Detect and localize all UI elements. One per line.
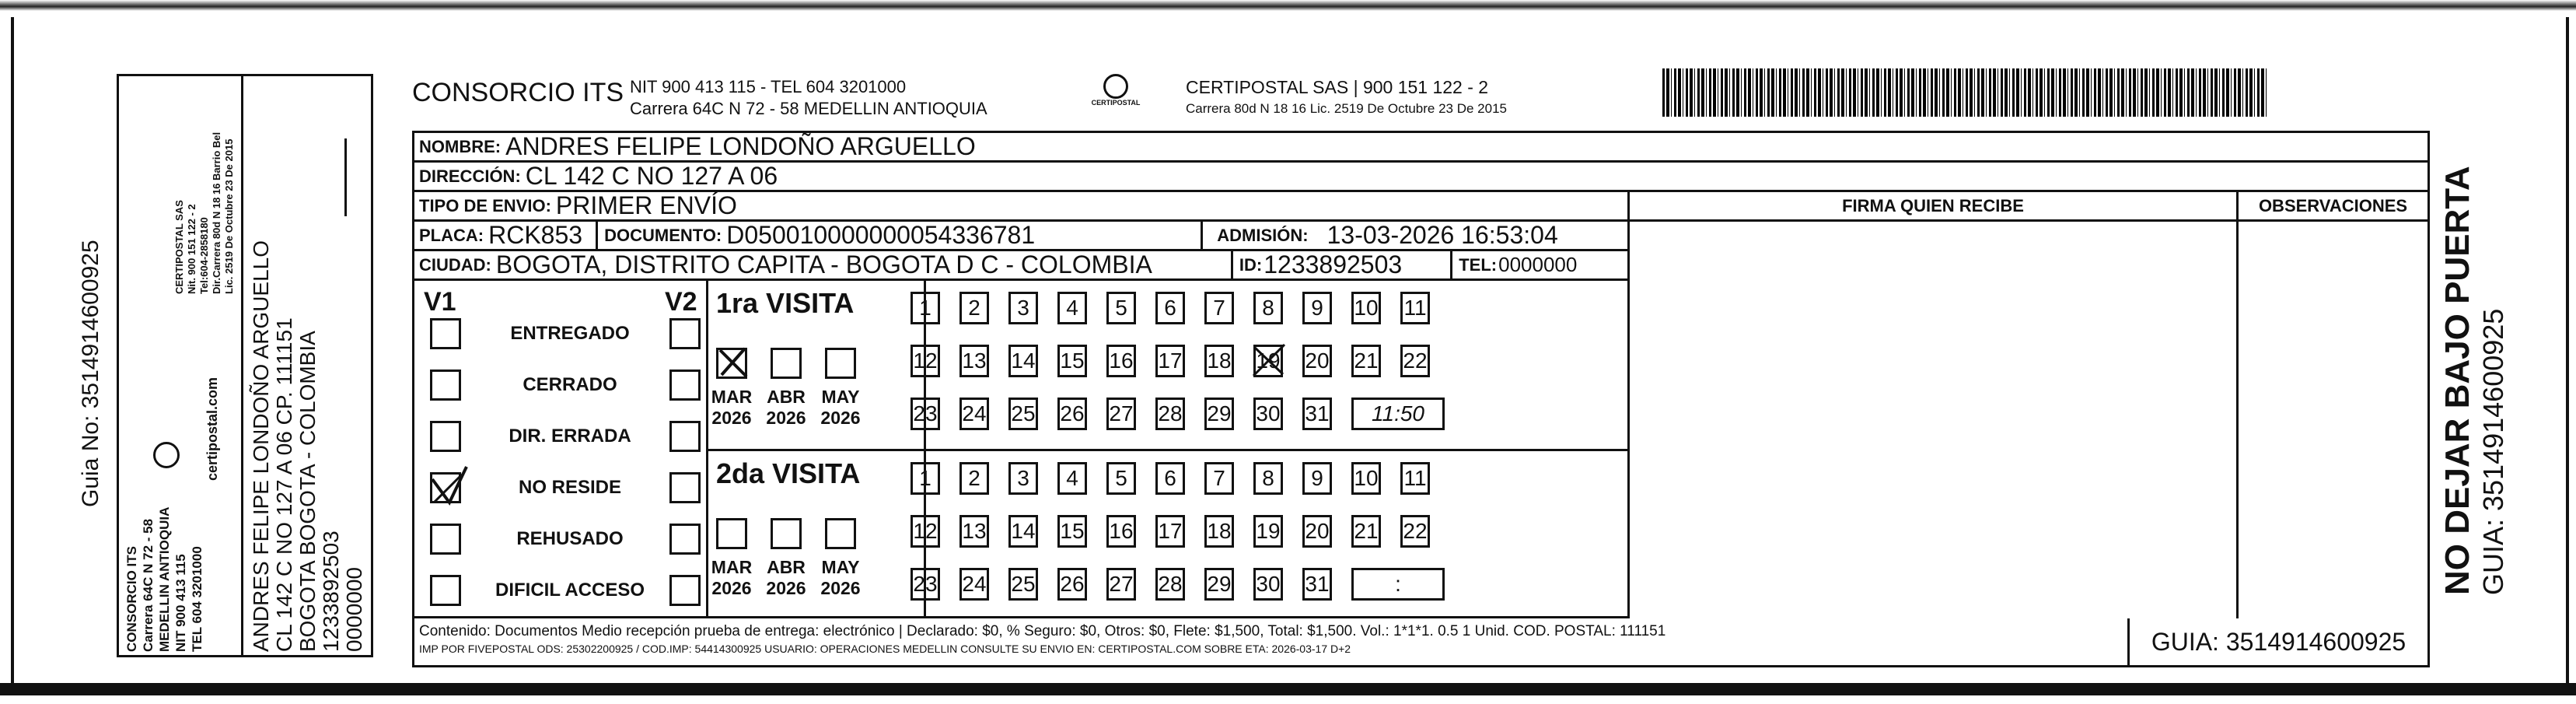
month-checkbox[interactable] bbox=[716, 348, 747, 379]
v1-checkbox[interactable] bbox=[430, 472, 461, 503]
status-section bbox=[414, 281, 1627, 618]
month-checkbox[interactable] bbox=[825, 518, 856, 549]
day-box[interactable]: 12 bbox=[911, 515, 940, 548]
day-box[interactable]: 1 bbox=[911, 292, 940, 324]
row-direccion bbox=[414, 163, 2427, 192]
day-box[interactable]: 11 bbox=[1400, 292, 1430, 324]
stub-courier-line: Lic. 2519 De Octubre 23 De 2015 bbox=[223, 138, 235, 294]
month-year: 2026 bbox=[766, 578, 806, 598]
v2-checkbox[interactable] bbox=[669, 421, 701, 452]
day-box[interactable]: 23 bbox=[911, 398, 940, 430]
day-box[interactable]: 23 bbox=[911, 568, 940, 601]
label-id: ID: bbox=[1239, 254, 1263, 275]
status-option-label: DIR. ERRADA bbox=[509, 426, 631, 447]
month-year: 2026 bbox=[820, 578, 861, 598]
courier-details bbox=[1186, 76, 1507, 120]
day-box[interactable]: 1 bbox=[911, 462, 940, 495]
main-form bbox=[412, 131, 2430, 667]
day-box[interactable]: 29 bbox=[1204, 568, 1234, 601]
stub-sender-line: TEL 604 3201000 bbox=[190, 546, 204, 652]
day-box[interactable]: 22 bbox=[1400, 345, 1430, 377]
day-box[interactable]: 25 bbox=[1008, 568, 1038, 601]
stub-website: certipostal.com bbox=[204, 377, 220, 481]
day-box[interactable]: 18 bbox=[1204, 345, 1234, 377]
day-box[interactable]: 26 bbox=[1057, 398, 1087, 430]
month-name: ABR bbox=[767, 387, 806, 407]
day-box[interactable]: 10 bbox=[1351, 462, 1381, 495]
stub-sender-line: Carrera 64C N 72 - 58 bbox=[141, 518, 156, 652]
v1-checkbox[interactable] bbox=[430, 318, 461, 349]
label-documento: DOCUMENTO: bbox=[604, 225, 722, 245]
label-nombre: NOMBRE: bbox=[419, 136, 502, 156]
day-box[interactable]: 27 bbox=[1106, 398, 1136, 430]
day-box[interactable]: 20 bbox=[1302, 515, 1332, 548]
divider bbox=[1231, 250, 1233, 280]
day-box[interactable]: 8 bbox=[1253, 292, 1283, 324]
courier-name-nit: CERTIPOSTAL SAS | 900 151 122 - 2 bbox=[1186, 77, 1489, 97]
stub-courier-line: Tel:604-2858180 bbox=[198, 217, 210, 294]
day-box[interactable]: 10 bbox=[1351, 292, 1381, 324]
observaciones-area[interactable] bbox=[2239, 222, 2427, 618]
barcode bbox=[1662, 68, 2269, 117]
v1-checkbox[interactable] bbox=[430, 524, 461, 555]
month-name: MAY bbox=[821, 387, 860, 407]
day-box[interactable]: 14 bbox=[1008, 515, 1038, 548]
day-box[interactable]: 29 bbox=[1204, 398, 1234, 430]
status-option-label: ENTREGADO bbox=[510, 323, 630, 344]
day-box[interactable]: 30 bbox=[1253, 398, 1283, 430]
month-checkbox[interactable] bbox=[716, 518, 747, 549]
day-box[interactable]: 13 bbox=[959, 345, 989, 377]
stub-courier-lines bbox=[173, 92, 236, 294]
x-mark-icon bbox=[715, 345, 753, 380]
row-placa bbox=[414, 222, 1627, 251]
month-year: 2026 bbox=[820, 408, 861, 428]
label-placa: PLACA: bbox=[419, 225, 484, 245]
label-direccion: DIRECCIÓN: bbox=[419, 166, 521, 186]
stub-sender-box bbox=[117, 74, 243, 657]
stub-recipient-line: 0000000 bbox=[342, 566, 366, 652]
status-option-label: CERRADO bbox=[523, 374, 617, 395]
v2-checkbox[interactable] bbox=[669, 472, 701, 503]
month-year: 2026 bbox=[766, 408, 806, 428]
field-id: 1233892503 bbox=[1264, 250, 1403, 278]
stub-recipient-line: BOGOTA BOGOTA - COLOMBIA bbox=[295, 331, 320, 652]
scan-edge-top bbox=[0, 0, 2576, 11]
sender-nit-tel: NIT 900 413 115 - TEL 604 3201000 bbox=[630, 77, 907, 96]
day-box[interactable]: 21 bbox=[1351, 345, 1381, 377]
day-box[interactable]: 8 bbox=[1253, 462, 1283, 495]
day-box[interactable]: 7 bbox=[1204, 462, 1234, 495]
day-box[interactable]: 31 bbox=[1302, 568, 1332, 601]
side-notice bbox=[2440, 159, 2530, 595]
scan-edge-bottom bbox=[0, 683, 2576, 695]
v1-checkbox[interactable] bbox=[430, 575, 461, 606]
month-name: MAR bbox=[711, 557, 753, 577]
day-box[interactable]: 22 bbox=[1400, 515, 1430, 548]
day-box[interactable]: 6 bbox=[1155, 292, 1185, 324]
month-label bbox=[817, 387, 864, 429]
field-documento: D050010000000054336781 bbox=[726, 221, 1036, 249]
courier-address: Carrera 80d N 18 16 Lic. 2519 De Octubre 23 De 2015 bbox=[1186, 101, 1507, 116]
day-box[interactable]: 12 bbox=[911, 345, 940, 377]
status-option-label: REHUSADO bbox=[516, 528, 624, 549]
header-firma: FIRMA QUIEN RECIBE bbox=[1630, 192, 2236, 222]
sender-details bbox=[630, 76, 987, 120]
day-box[interactable]: 17 bbox=[1155, 515, 1185, 548]
sender-address: Carrera 64C N 72 - 58 MEDELLIN ANTIOQUIA bbox=[630, 99, 987, 118]
stub-recipient-box bbox=[241, 74, 373, 657]
signature-area[interactable] bbox=[1630, 222, 2236, 618]
month-year: 2026 bbox=[711, 578, 752, 598]
header-observaciones: OBSERVACIONES bbox=[2239, 192, 2427, 222]
field-tel: 0000000 bbox=[1498, 253, 1578, 276]
day-box[interactable]: 31 bbox=[1302, 398, 1332, 430]
v2-checkbox[interactable] bbox=[669, 575, 701, 606]
day-box[interactable]: 25 bbox=[1008, 398, 1038, 430]
v1-checkbox[interactable] bbox=[430, 421, 461, 452]
day-box[interactable]: 4 bbox=[1057, 292, 1087, 324]
day-box[interactable]: 5 bbox=[1106, 292, 1136, 324]
stub-sender-line: CONSORCIO ITS bbox=[124, 545, 139, 652]
v2-checkbox[interactable] bbox=[669, 370, 701, 401]
visit-1 bbox=[708, 281, 1627, 449]
day-box[interactable]: 4 bbox=[1057, 462, 1087, 495]
visit-2 bbox=[708, 451, 1627, 618]
courier-logo bbox=[1089, 74, 1143, 119]
field-ciudad: BOGOTA, DISTRITO CAPITA - BOGOTA D C - COLOMBIA bbox=[495, 250, 1152, 278]
stub-recipient-line: CL 142 C NO 127 A 06 CP. 111151 bbox=[272, 317, 296, 652]
courier-logo-text: CERTIPOSTAL bbox=[1091, 99, 1141, 107]
row-nombre bbox=[414, 133, 2427, 163]
day-box[interactable]: 24 bbox=[959, 568, 989, 601]
v2-checkbox[interactable] bbox=[669, 318, 701, 349]
day-box[interactable]: 21 bbox=[1351, 515, 1381, 548]
divider bbox=[1201, 221, 1203, 250]
time-box[interactable]: : bbox=[1351, 568, 1445, 601]
day-box[interactable]: 5 bbox=[1106, 462, 1136, 495]
day-box[interactable]: 18 bbox=[1204, 515, 1234, 548]
day-box[interactable]: 19 bbox=[1253, 345, 1283, 377]
stub-recipient-line: 1233892503 bbox=[319, 531, 343, 652]
month-checkbox[interactable] bbox=[825, 348, 856, 379]
label-tipo-envio: TIPO DE ENVIO: bbox=[419, 195, 551, 215]
stub-recipient-lines bbox=[250, 232, 366, 652]
divider bbox=[1450, 250, 1452, 280]
footer-contenido: Contenido: Documentos Medio recepción prueba de entrega: electrónico | Declarado: $0, % Seguro: $0, Otros: $0, Flete: $1,500, Total: $1,500. Vol.: 1*1*1. 0.5 1 Unid. COD. POSTAL: 111151 bbox=[419, 623, 1666, 639]
day-box[interactable]: 15 bbox=[1057, 345, 1087, 377]
day-box[interactable]: 27 bbox=[1106, 568, 1136, 601]
day-box[interactable]: 3 bbox=[1008, 462, 1038, 495]
day-box[interactable]: 6 bbox=[1155, 462, 1185, 495]
day-box[interactable]: 20 bbox=[1302, 345, 1332, 377]
day-box[interactable]: 2 bbox=[959, 462, 989, 495]
day-box[interactable]: 28 bbox=[1155, 398, 1185, 430]
v1-checkbox[interactable] bbox=[430, 370, 461, 401]
month-label bbox=[763, 387, 809, 429]
status-option-label: NO RESIDE bbox=[518, 477, 622, 498]
stub-divider-mark bbox=[344, 138, 347, 216]
day-box[interactable]: 28 bbox=[1155, 568, 1185, 601]
month-checkbox[interactable] bbox=[771, 348, 802, 379]
v2-header: V2 bbox=[665, 287, 697, 317]
stub-sender-line: NIT 900 413 115 bbox=[173, 554, 188, 652]
day-box[interactable]: 16 bbox=[1106, 515, 1136, 548]
footer-imp: IMP POR FIVEPOSTAL ODS: 25302200925 / COD.IMP: 54414300925 USUARIO: OPERACIONES MEDELLIN CONSULTE SU ENVIO EN: CERTIPOSTAL.COM SOBRE ETA: 2026-03-17 D+2 bbox=[419, 643, 1351, 655]
day-box[interactable]: 7 bbox=[1204, 292, 1234, 324]
month-name: MAY bbox=[821, 557, 860, 577]
stub-sender-lines bbox=[124, 356, 205, 652]
visit-2-title: 2da VISITA bbox=[716, 457, 861, 489]
stub-recipient-line: ANDRES FELIPE LONDOÑO ARGUELLO bbox=[249, 240, 273, 652]
row-tipo-envio bbox=[414, 192, 1627, 222]
day-box[interactable]: 3 bbox=[1008, 292, 1038, 324]
footer-guia: GUIA: 3514914600925 bbox=[2151, 627, 2406, 656]
stub-courier-line: Dir.Carrera 80d N 18 16 Barrio Bel bbox=[211, 131, 222, 294]
day-box[interactable]: 9 bbox=[1302, 292, 1332, 324]
month-name: ABR bbox=[767, 557, 806, 577]
x-mark-icon bbox=[1249, 340, 1289, 384]
stub-courier-line: CERTIPOSTAL SAS bbox=[173, 200, 185, 294]
divider bbox=[596, 221, 598, 250]
month-label bbox=[708, 557, 755, 599]
stub-sender-line: MEDELLIN ANTIOQUIA bbox=[157, 506, 172, 652]
day-box[interactable]: 2 bbox=[959, 292, 989, 324]
certipostal-logo-icon bbox=[1103, 74, 1128, 99]
check-mark-icon bbox=[426, 464, 473, 510]
day-box[interactable]: 17 bbox=[1155, 345, 1185, 377]
day-box[interactable]: 24 bbox=[959, 398, 989, 430]
day-box[interactable]: 26 bbox=[1057, 568, 1087, 601]
side-notice-line1: NO DEJAR BAJO PUERTA bbox=[2438, 166, 2476, 595]
stub-courier-line: Nit. 900 151 122 - 2 bbox=[186, 204, 197, 294]
time-box[interactable]: 11:50 bbox=[1351, 398, 1445, 430]
v1-header: V1 bbox=[424, 287, 456, 317]
day-box[interactable]: 14 bbox=[1008, 345, 1038, 377]
footer-info bbox=[414, 618, 2125, 665]
month-label bbox=[708, 387, 755, 429]
field-nombre: ANDRES FELIPE LONDOÑO ARGUELLO bbox=[505, 132, 976, 160]
day-box[interactable]: 11 bbox=[1400, 462, 1430, 495]
field-placa: RCK853 bbox=[488, 221, 583, 249]
row-ciudad bbox=[414, 251, 1627, 281]
field-tipo-envio: PRIMER ENVÍO bbox=[555, 191, 737, 219]
label-admision: ADMISIÓN: bbox=[1217, 225, 1309, 245]
month-label bbox=[817, 557, 864, 599]
day-box[interactable]: 15 bbox=[1057, 515, 1087, 548]
month-name: MAR bbox=[711, 387, 753, 407]
day-box[interactable]: 9 bbox=[1302, 462, 1332, 495]
day-box[interactable]: 13 bbox=[959, 515, 989, 548]
v2-checkbox[interactable] bbox=[669, 524, 701, 555]
visit-1-title: 1ra VISITA bbox=[716, 287, 855, 319]
label-tel: TEL: bbox=[1459, 254, 1498, 275]
month-label bbox=[763, 557, 809, 599]
label-ciudad: CIUDAD: bbox=[419, 254, 491, 275]
field-admision: 13-03-2026 16:53:04 bbox=[1326, 221, 1558, 249]
side-notice-line2: GUIA: 3514914600925 bbox=[2477, 308, 2509, 595]
certipostal-logo-icon bbox=[153, 442, 180, 468]
month-year: 2026 bbox=[711, 408, 752, 428]
day-box[interactable]: 30 bbox=[1253, 568, 1283, 601]
day-box[interactable]: 16 bbox=[1106, 345, 1136, 377]
day-box[interactable]: 19 bbox=[1253, 515, 1283, 548]
sender-name: CONSORCIO ITS bbox=[412, 78, 624, 107]
stub-guia-text: Guia No: 3514914600925 bbox=[78, 240, 103, 507]
month-checkbox[interactable] bbox=[771, 518, 802, 549]
status-option-label: DIFICIL ACCESO bbox=[495, 580, 645, 601]
field-direccion: CL 142 C NO 127 A 06 bbox=[525, 162, 778, 190]
